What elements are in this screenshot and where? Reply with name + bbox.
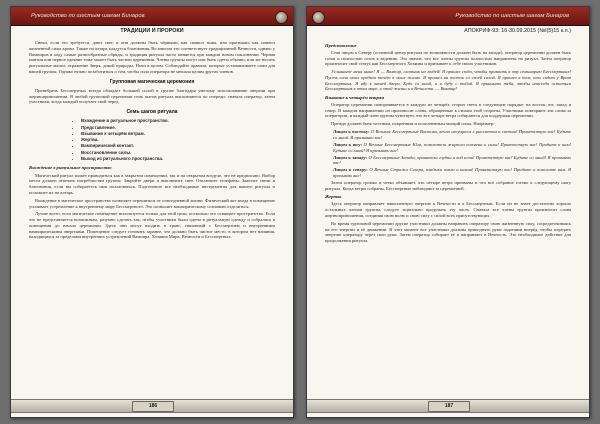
steps-list: [29, 118, 275, 162]
list-item: • Взывание к четырём ветрам.: [81, 131, 275, 137]
subsection-title: Представление: [325, 42, 357, 48]
invocation-text: О Бессмертные Запада, хранители глубин и вод ночи! Приветствую вас! Будьте со мной! Я призываю вас!: [333, 154, 571, 166]
invocation-quote: Услышьте меня ныне! Я — Вампир, охотник на людей! Я пришел сюда, чтобы призвать в эту семинарию Бессмертных! Пусть сила моих предков течёт в моих жилах. Я пришел на восток со своей силой. Я пришел к тем, кто сидит у Врат Бессмертных. Я иду к вашей двери. Будь со мной, и я буду с тобой. Я принимаю тебя, чтобы навсегда остаться Бессмертным в этом мире, в этой жизни и в Вечности. — Вампир!: [325, 69, 571, 92]
invocation-text: О Вечные Бессмертные Юга, повелители жаркого пламени и силы! Приветствую вас! Придите к нам! Будьте со мной! Я призываю вас!: [333, 142, 571, 153]
section-title: Групповая магическая церемония: [109, 78, 195, 85]
left-page: [10, 6, 294, 418]
paragraph: Во время групповой церемонии другие участники должны направить оператору свою жизненную силу, сосредоточиваясь на его энергии и её движении. В этот момент все участники должны приподнять руки ладонями вперёд, чтобы передать энергию оператору через свои руки. Затем оператор собирает её и направляет в Вечность. Это необходимое действие для продолжения ритуала.: [325, 220, 571, 243]
invocation-text: О Великие Бессмертные Востока, вечно несущиеся с рассветом и светом! Приветствую вас! Будьте со мной. Я призываю вас!: [333, 129, 571, 141]
paragraph: Прежде должен быть честным, искренним и исполненным эмоций силы. Например:: [331, 121, 495, 127]
page-footer: [11, 399, 293, 413]
paragraph: Пренебречь Бессмертных всегда обладает большей силой в группе благодаря умелому использованию энергии при жертвоприношении. В любой групповой церемонии семь шагов ритуала выполняются по очереди: сначала оператор, затем участники, когда каждый получает свой черед.: [29, 87, 275, 105]
direction-label: Лицом к востоку:: [333, 129, 370, 135]
paragraph: Оператор церемонии поворачивается в каждую из четырёх сторон света в следующем порядке: на восток, юг, запад и север. В каждом направлении он произносит слова, обращённые к стихии этой стороны. Участники повторяют эти слова за оператором, и каждый член группы чувствует, что все четыре ветра собираются для поддержки церемонии.: [325, 101, 571, 119]
direction-label: Лицом к северу:: [333, 167, 368, 173]
subsection-title: Взывание к четырём ветрам: [325, 94, 385, 100]
list-item: • Выход из ритуального пространства.: [81, 156, 275, 162]
issue-subheader: АПОКРИФ-93: 16-30.09.2015 (№I(5)15 к.л.): [464, 28, 571, 34]
page-number: 186: [132, 401, 174, 412]
invocation-line: [325, 167, 571, 179]
list-title: Семь шагов ритуала: [126, 109, 178, 115]
list-item: • Вампирический контакт.: [81, 143, 275, 149]
invocation-line: [325, 129, 571, 141]
section-subheader: ТРАДИЦИИ И ПРОРОКИ: [120, 28, 184, 34]
skull-emblem-icon: [312, 11, 325, 24]
right-page: [306, 6, 590, 418]
paragraph: Свечи, если это требуется, дают свет, и они должны быть чёрными, как символ тьмы, или красными, как символ жизненной силы крови. Также на алтарь кладутся благовония. Во многом это соответствует традиционной Вечности, однако у Вампиров в ходу самые разнообразные обряды, и традиция ритуала часто меняется при каждом новом поклонении. Черная мантия или черное одеяние тоже может быть частью церемонии. Члены группы могут или быть одеты обычно, или же носить ритуальные маски: отражение Зверя, дикой природы, Ночи в целом. Соблюдайте правила, которые устанавливаете сами для вашей группы. Однако нужно позаботиться о том, чтобы сила оператора не мешала целям других членов.: [29, 40, 275, 74]
skull-emblem-icon: [275, 11, 288, 24]
page-header: [11, 7, 293, 26]
header-title: Руководство по шестым шагам Бинаров: [31, 13, 145, 19]
paragraph: Лучше всего, если магическое помещение используется только для этой цели, посколько это освящает пространство. Если это не представляется возможным, разумно сделать так, чтобы участники были одеты в ритуальную одежду и собрались в помещении до начала церемонии. Здесь они могут входить в транс, связанный с Бессмертием и внутренними вампирическими энергиями. Помещение следует готовить заранее, это должно быть чистое место, в котором нет влияния, находящихся за пределами внутренних устремлений Вампира, Хозяина Мира, Вечности и Бессмертных.: [29, 211, 275, 240]
invocation-line: [325, 155, 571, 167]
page-header: [307, 7, 589, 26]
invocation-text: О Вечные Стражи Севера, владыки земли и камня! Приветствую вас! Придите и помогите нам. Я призываю вас!: [333, 167, 571, 179]
paragraph: Затем оператор громко и четко объявляет, что четыре ветра призваны и что всё собрание готово к следующему шагу ритуала. Когда ветры собраны, Бессмертные наблюдают за церемонией.: [325, 180, 571, 191]
direction-label: Лицом к югу:: [333, 142, 363, 147]
list-item: • Восстановление силы.: [81, 150, 275, 156]
page-content: [325, 40, 571, 395]
list-item: • Жертва.: [81, 137, 275, 143]
subsection-title: Жертва: [325, 194, 342, 200]
invocation-line: [325, 142, 571, 154]
paragraph: Здесь оператор направляет накопленную энергию к Вечности и к Бессмертным. Если он не знает достаточно хорошо остальных членов группы, следует тщательно продумать эту часть. Сначала все члены группы произносят слова жертвоприношения, соединяя свою волю и свою силу с силой всех присутствующих.: [325, 201, 571, 218]
page-footer: [307, 399, 589, 413]
page-number: 187: [428, 401, 470, 412]
header-title: Руководство по шестым шагам Бинаров: [455, 13, 569, 19]
subsection-title: Вхождение в ритуальное пространство: [29, 165, 112, 171]
page-content: [29, 40, 275, 395]
paragraph: Став лицом к Северу (основной центр ритуала по возможности должен быть на западе), оператор церемонии должен быть готов и полностью готов к ведению. Это значит, что все члены группы полностью направлены на ритуал. Затем оператор произносит свой статус как Бессмертного Хозяина и призывает к себе своих участников.: [325, 49, 571, 67]
direction-label: Лицом к западу:: [333, 154, 368, 160]
paragraph: Вхождение в магическое пространство позволяет отрешиться от повседневной жизни. Физический акт входа в помещение усиливает устремление к внутреннему миру Бессмертного. Это позволяет вампирическому сознанию отделиться.: [29, 197, 275, 209]
paragraph: Магический ритуал может проводиться как в закрытом помещении, так и на открытом воздухе, это не предписано. Выбор места должен отвечать потребностям группы. Закройте двери и выключите свет. Отключите телефоны. Зажгите свечи и благовония, если вы собираетесь ими пользоваться. Подготовьте все необходимые инструменты для вашего ритуала и положите их на алтарь.: [29, 172, 275, 195]
list-item: • Представление.: [81, 125, 275, 131]
list-item: • Вхождение в ритуальное пространство.: [81, 118, 275, 124]
